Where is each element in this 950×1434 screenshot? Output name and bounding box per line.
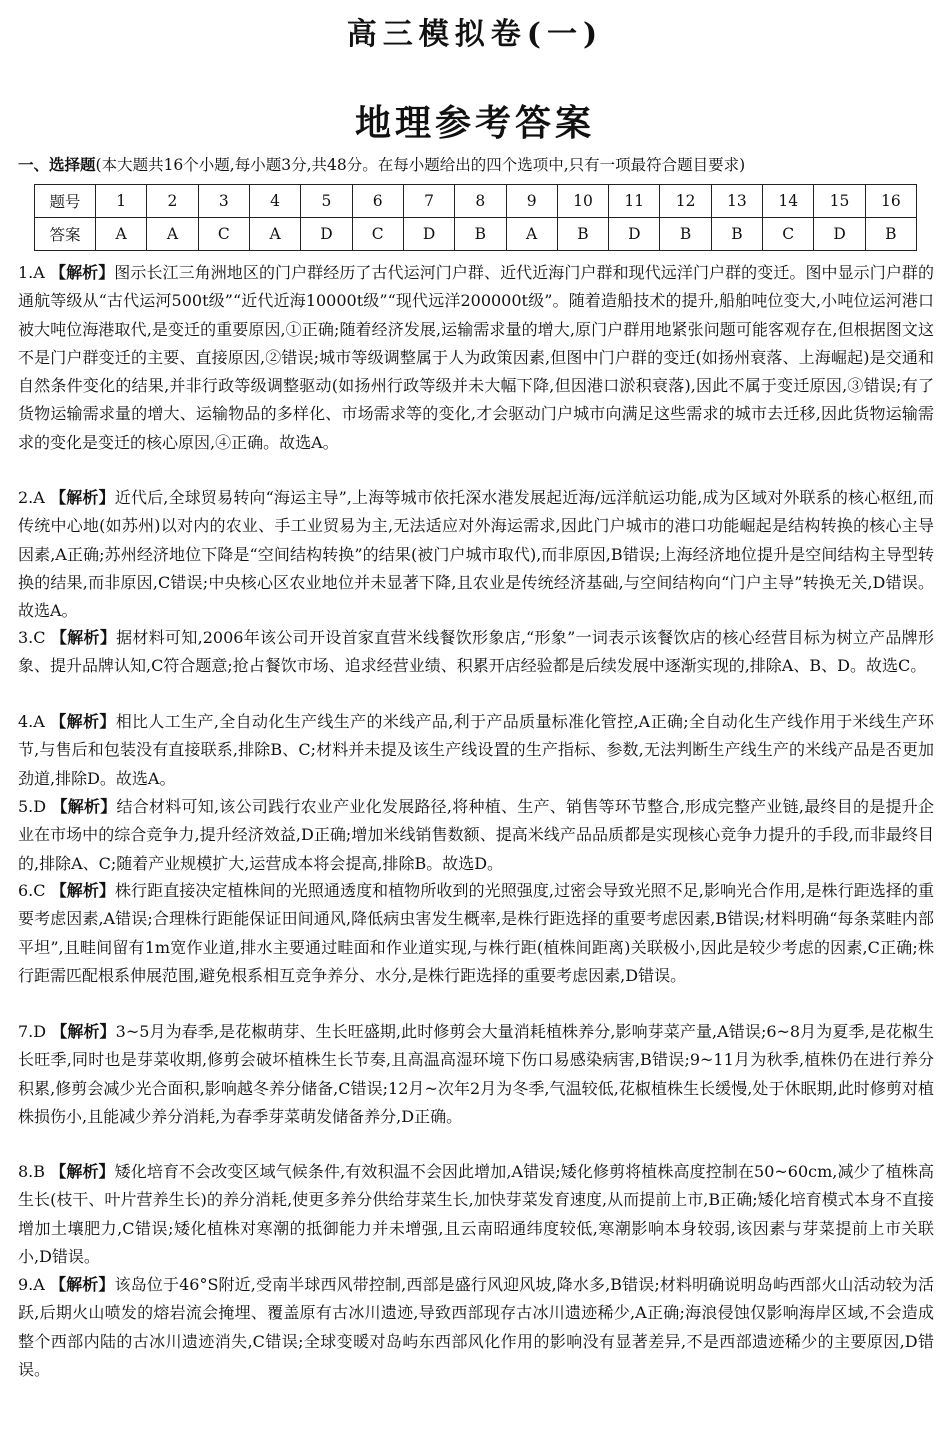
explanation-tag: 【解析】 [50, 1275, 115, 1294]
explanation-number: 7.D [18, 1022, 47, 1041]
question-number-cell: 14 [763, 185, 814, 218]
explanation-item [18, 484, 934, 625]
answer-cell: A [506, 218, 557, 251]
explanation-number: 4.A [18, 712, 45, 731]
question-number-cell: 15 [814, 185, 865, 218]
explanation-tag: 【解析】 [51, 797, 117, 816]
question-number-cell: 1 [96, 185, 147, 218]
answer-cell: D [301, 218, 352, 251]
explanation-item [18, 877, 934, 990]
row-label-number: 题号 [35, 185, 96, 218]
answer-cell: B [660, 218, 711, 251]
explanation-text: 株行距直接决定植株间的光照通透度和植物所收到的光照强度,过密会导致光照不足,影响光合作用,是株行距选择的重要考虑因素,A错误;合理株行距能保证田间通风,降低病虫害发生概率,是株行距选择的重要考虑因素,B错误;材料明确“每条菜畦内部平坦”,且畦间留有1m宽作业道,排水主要通过畦面和作业道实现,与株行距(植株间距离)关联极小,因此是较少考虑的因素,C正确;株行距需匹配根系伸展范围,避免根系相互竞争养分、水分,是株行距选择的重要考虑因素,D错误。 [18, 881, 934, 985]
explanation-number: 3.C [18, 628, 46, 647]
answer-cell: A [249, 218, 300, 251]
explanation-text: 近代后,全球贸易转向“海运主导”,上海等城市依托深水港发展起近海/远洋航运功能,成为区域对外联系的核心枢纽,而传统中心地(如苏州)以对内的农业、手工业贸易为主,无法适应对外海运需求,因此门户城市的港口功能崛起是结构转换的核心主导因素,A正确;苏州经济地位下降是“空间结构转换”的结果(被门户城市取代),而非原因,B错误;上海经济地位提升是空间结构主导型转换的结果,而非原因,C错误;中央核心区农业地位并未显著下降,且农业是传统经济基础,与空间结构向“门户主导”转换无关,D错误。故选A。 [18, 488, 934, 621]
answer-cell: C [198, 218, 249, 251]
question-number-cell: 6 [352, 185, 403, 218]
question-number-cell: 3 [198, 185, 249, 218]
explanation-item [18, 1158, 934, 1271]
explanation-tag: 【解析】 [50, 712, 116, 731]
explanation-number: 6.C [18, 881, 46, 900]
explanation-text: 相比人工生产,全自动化生产线生产的米线产品,利于产品质量标准化管控,A正确;全自动化生产线作用于米线生产环节,与售后和包装没有直接联系,排除B、C;材料并未提及该生产线设置的生产指标、参数,无法判断生产线生产的米线产品是否更加劲道,排除D。故选A。 [18, 712, 934, 788]
section-heading [18, 153, 938, 175]
section-title: 一、选择题 [18, 156, 96, 174]
explanation-number: 5.D [18, 797, 47, 816]
explanation-text: 3~5月为春季,是花椒萌芽、生长旺盛期,此时修剪会大量消耗植株养分,影响芽菜产量,A错误;6~8月为夏季,是花椒生长旺季,同时也是芽菜收期,修剪会破坏植株生长节奏,且高温高湿环境下伤口易感染病害,B错误;9~11月为秋季,植株仍在进行养分积累,修剪会减少光合面积,影响越冬养分储备,C错误;12月~次年2月为冬季,气温较低,花椒植株生长缓慢,处于休眠期,此时修剪对植株损伤小,且能减少养分消耗,为春季芽菜萌发储备养分,D正确。 [18, 1022, 934, 1126]
explanation-text: 矮化培育不会改变区域气候条件,有效积温不会因此增加,A错误;矮化修剪将植株高度控制在50~60cm,减少了植株高生长(枝干、叶片营养生长)的养分消耗,使更多养分供给芽菜生长,加快芽菜发育速度,从而提前上市,B正确;矮化培育模式本身不直接增加土壤肥力,C错误;矮化植株对寒潮的抵御能力并未增强,且云南昭通纬度较低,寒潮影响本身较弱,该因素与芽菜提前上市关联小,D错误。 [18, 1162, 934, 1266]
question-number-cell: 4 [249, 185, 300, 218]
answer-cell: B [455, 218, 506, 251]
answer-cell: D [403, 218, 454, 251]
explanation-tag: 【解析】 [50, 628, 117, 647]
question-number-cell: 8 [455, 185, 506, 218]
answer-cell: B [557, 218, 608, 251]
answer-cell: C [763, 218, 814, 251]
explanation-number: 9.A [18, 1275, 45, 1294]
explanation-number: 1.A [18, 263, 45, 282]
exam-series-title-text: 高三模拟卷(一) [346, 17, 604, 52]
question-number-cell: 2 [147, 185, 198, 218]
row-label-answer: 答案 [35, 218, 96, 251]
explanation-text: 图示长江三角洲地区的门户群经历了古代运河门户群、近代近海门户群和现代远洋门户群的变迁。图中显示门户群的通航等级从“古代运河500t级”“近代近海10000t级”“现代远洋200000t级”。随着造船技术的提升,船舶吨位变大,小吨位运河港口被大吨位海港取代,是变迁的重要原因,①正确;随着经济发展,运输需求量的增大,原门户群用地紧张问题可能客观存在,但根据图文这不是门户群变迁的主要、直接原因,②错误;城市等级调整属于人为政策因素,但图中门户群的变迁(如扬州衰落、上海崛起)是交通和自然条件变化的结果,并非行政等级调整驱动(如扬州行政等级并未大幅下降,但因港口淤积衰落),因此不属于变迁原因,③错误;有了货物运输需求量的增大、运输物品的多样化、市场需求等的变化,才会驱动门户城市向满足这些需求的城市去迁移,因此货物运输需求的变化是变迁的核心原因,④正确。故选A。 [18, 263, 934, 452]
explanation-item [18, 259, 934, 457]
answer-table-answer-row [35, 218, 917, 251]
question-number-cell: 16 [865, 185, 916, 218]
question-number-cell: 10 [557, 185, 608, 218]
answer-cell: A [147, 218, 198, 251]
page-title: 地理参考答案 [354, 103, 595, 144]
explanation-text: 该岛位于46°S附近,受南半球西风带控制,西部是盛行风迎风坡,降水多,B错误;材料明确说明岛屿西部火山活动较为活跃,后期火山喷发的熔岩流会掩埋、覆盖原有古冰川遗迹,导致西部现存古冰川遗迹稀少,A正确;海浪侵蚀仅影响海岸区域,不会造成整个西部内陆的古冰川遗迹消失,C错误;全球变暖对岛屿东西部风化作用的影响没有显著差异,不是西部遗迹稀少的主要原因,D错误。 [18, 1275, 934, 1379]
answer-cell: D [609, 218, 660, 251]
answer-cell: C [352, 218, 403, 251]
section-note: (本大题共16个小题,每小题3分,共48分。在每小题给出的四个选项中,只有一项最符合题目要求) [95, 156, 746, 174]
answer-table-number-row [35, 185, 917, 218]
explanation-tag: 【解析】 [50, 488, 115, 507]
answer-table [34, 184, 917, 251]
explanation-item [18, 708, 934, 793]
question-number-cell: 5 [301, 185, 352, 218]
explanation-item [18, 793, 934, 878]
question-number-cell: 13 [711, 185, 762, 218]
explanation-item [18, 1018, 934, 1131]
explanation-tag: 【解析】 [50, 881, 115, 900]
explanation-item [18, 624, 934, 681]
explanation-number: 2.A [18, 488, 45, 507]
question-number-cell: 9 [506, 185, 557, 218]
answer-cell: D [814, 218, 865, 251]
answer-cell: A [96, 218, 147, 251]
explanation-tag: 【解析】 [50, 1162, 115, 1181]
explanation-tag: 【解析】 [50, 263, 115, 282]
explanation-number: 8.B [18, 1162, 46, 1181]
question-number-cell: 12 [660, 185, 711, 218]
explanation-tag: 【解析】 [51, 1022, 116, 1041]
answer-cell: B [711, 218, 762, 251]
answer-cell: B [865, 218, 916, 251]
explanation-item [18, 1271, 934, 1384]
explanation-text: 据材料可知,2006年该公司开设首家直营米线餐饮形象店,“形象”一词表示该餐饮店的核心经营目标为树立产品牌形象、提升品牌认知,C符合题意;抢占餐饮市场、追求经营业绩、积累开店经验都是后续发展中逐渐实现的,排除A、B、D。故选C。 [18, 628, 934, 676]
explanation-text: 结合材料可知,该公司践行农业产业化发展路径,将种植、生产、销售等环节整合,形成完整产业链,最终目的是提升企业在市场中的综合竞争力,提升经济效益,D正确;增加米线销售数额、提高米线产品品质都是实现核心竞争力提升的手段,而非最终目的,排除A、C;随着产业规模扩大,运营成本将会提高,排除B。故选D。 [18, 797, 934, 873]
exam-series-title [0, 17, 950, 68]
question-number-cell: 7 [403, 185, 454, 218]
question-number-cell: 11 [609, 185, 660, 218]
